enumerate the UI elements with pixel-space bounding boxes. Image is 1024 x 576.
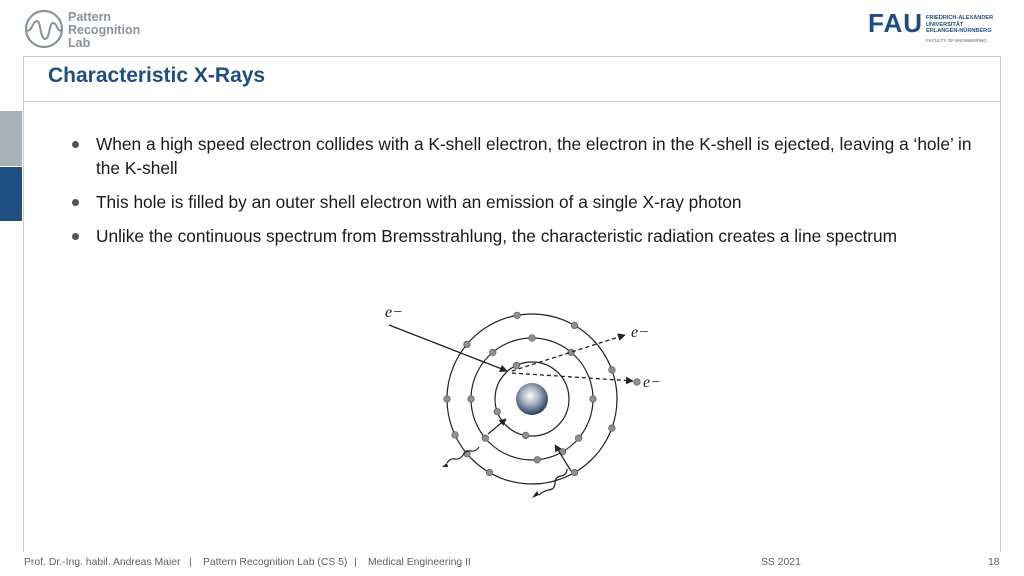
- electron: [468, 396, 475, 403]
- xray-photon-right: [539, 469, 567, 495]
- bullet-dot: [72, 233, 79, 240]
- footer-separator: |: [354, 557, 357, 568]
- atom-diagram: [375, 295, 675, 510]
- fau-logo: [868, 9, 1000, 45]
- footer-page-number: 18: [988, 557, 1000, 568]
- lab-name: [68, 11, 140, 50]
- footer-separator: |: [189, 557, 192, 568]
- footer: [0, 552, 1024, 576]
- electron: [529, 335, 536, 342]
- electron: [571, 469, 578, 476]
- pattern-recognition-lab-logo: [24, 9, 154, 53]
- electron: [494, 408, 501, 415]
- bullet-text: This hole is filled by an outer shell electron with an emission of a single X-ray photon: [96, 192, 742, 212]
- ejected-electron-label: e−: [643, 374, 661, 391]
- electron: [482, 435, 489, 442]
- electron: [490, 349, 497, 356]
- electron: [486, 469, 493, 476]
- footer-term: SS 2021: [761, 557, 801, 568]
- fau-line-3: ERLANGEN-NÜRNBERG: [926, 28, 992, 34]
- electron: [571, 322, 578, 329]
- electron: [513, 362, 520, 369]
- logo-line-1: Pattern: [68, 10, 112, 24]
- bullet-text: Unlike the continuous spectrum from Bremsstrahlung, the characteristic radiation creates a line spectrum: [96, 226, 898, 246]
- bullet-item: [70, 132, 990, 180]
- electron: [609, 425, 616, 432]
- electron: [522, 432, 529, 439]
- fau-line-1: FRIEDRICH-ALEXANDER: [926, 15, 994, 21]
- scattered-electron-path: [512, 335, 625, 371]
- scattered-electron-label: e−: [631, 324, 649, 341]
- nucleus: [516, 383, 548, 415]
- footer-lab: Pattern Recognition Lab (CS 5): [203, 557, 348, 568]
- transition-arrow-left: [488, 419, 506, 434]
- bullet-item: [70, 190, 990, 214]
- pattern-recognition-wave-icon: [24, 9, 64, 49]
- incoming-electron-label: e−: [385, 304, 403, 321]
- logo-line-3: Lab: [68, 36, 91, 50]
- bullet-text: When a high speed electron collides with a K-shell electron, the electron in the K-shell is ejected, leaving a ‘hole’ in the K-shell: [96, 134, 972, 178]
- electron: [452, 432, 459, 439]
- fau-university-name: [926, 15, 993, 35]
- bullet-item: [70, 224, 990, 248]
- incoming-electron-path: [389, 325, 507, 371]
- fau-faculty: FACULTY OF ENGINEERING: [926, 38, 987, 43]
- bullet-dot: [72, 199, 79, 206]
- slide-title: Characteristic X-Rays: [48, 64, 266, 87]
- ejected-electron: [634, 379, 641, 386]
- fau-line-2: UNIVERSITÄT: [926, 21, 964, 28]
- electron: [464, 341, 471, 348]
- side-tab-blue: [0, 167, 22, 221]
- title-divider: [23, 101, 1001, 102]
- electron: [609, 367, 616, 374]
- logo-line-2: Recognition: [68, 23, 141, 37]
- footer-course: Medical Engineering II: [368, 557, 471, 568]
- electron: [534, 457, 541, 464]
- footer-author: Prof. Dr.-Ing. habil. Andreas Maier: [24, 557, 181, 568]
- electron: [444, 396, 451, 403]
- electron: [575, 435, 582, 442]
- photon-arrow-left: [442, 463, 448, 467]
- photon-arrow-right: [532, 491, 539, 498]
- bullet-list: [70, 132, 990, 258]
- bullet-dot: [72, 141, 79, 148]
- fau-wordmark: FAU: [868, 8, 923, 38]
- side-tab-grey: [0, 111, 22, 166]
- electron: [514, 312, 521, 319]
- electron: [590, 396, 597, 403]
